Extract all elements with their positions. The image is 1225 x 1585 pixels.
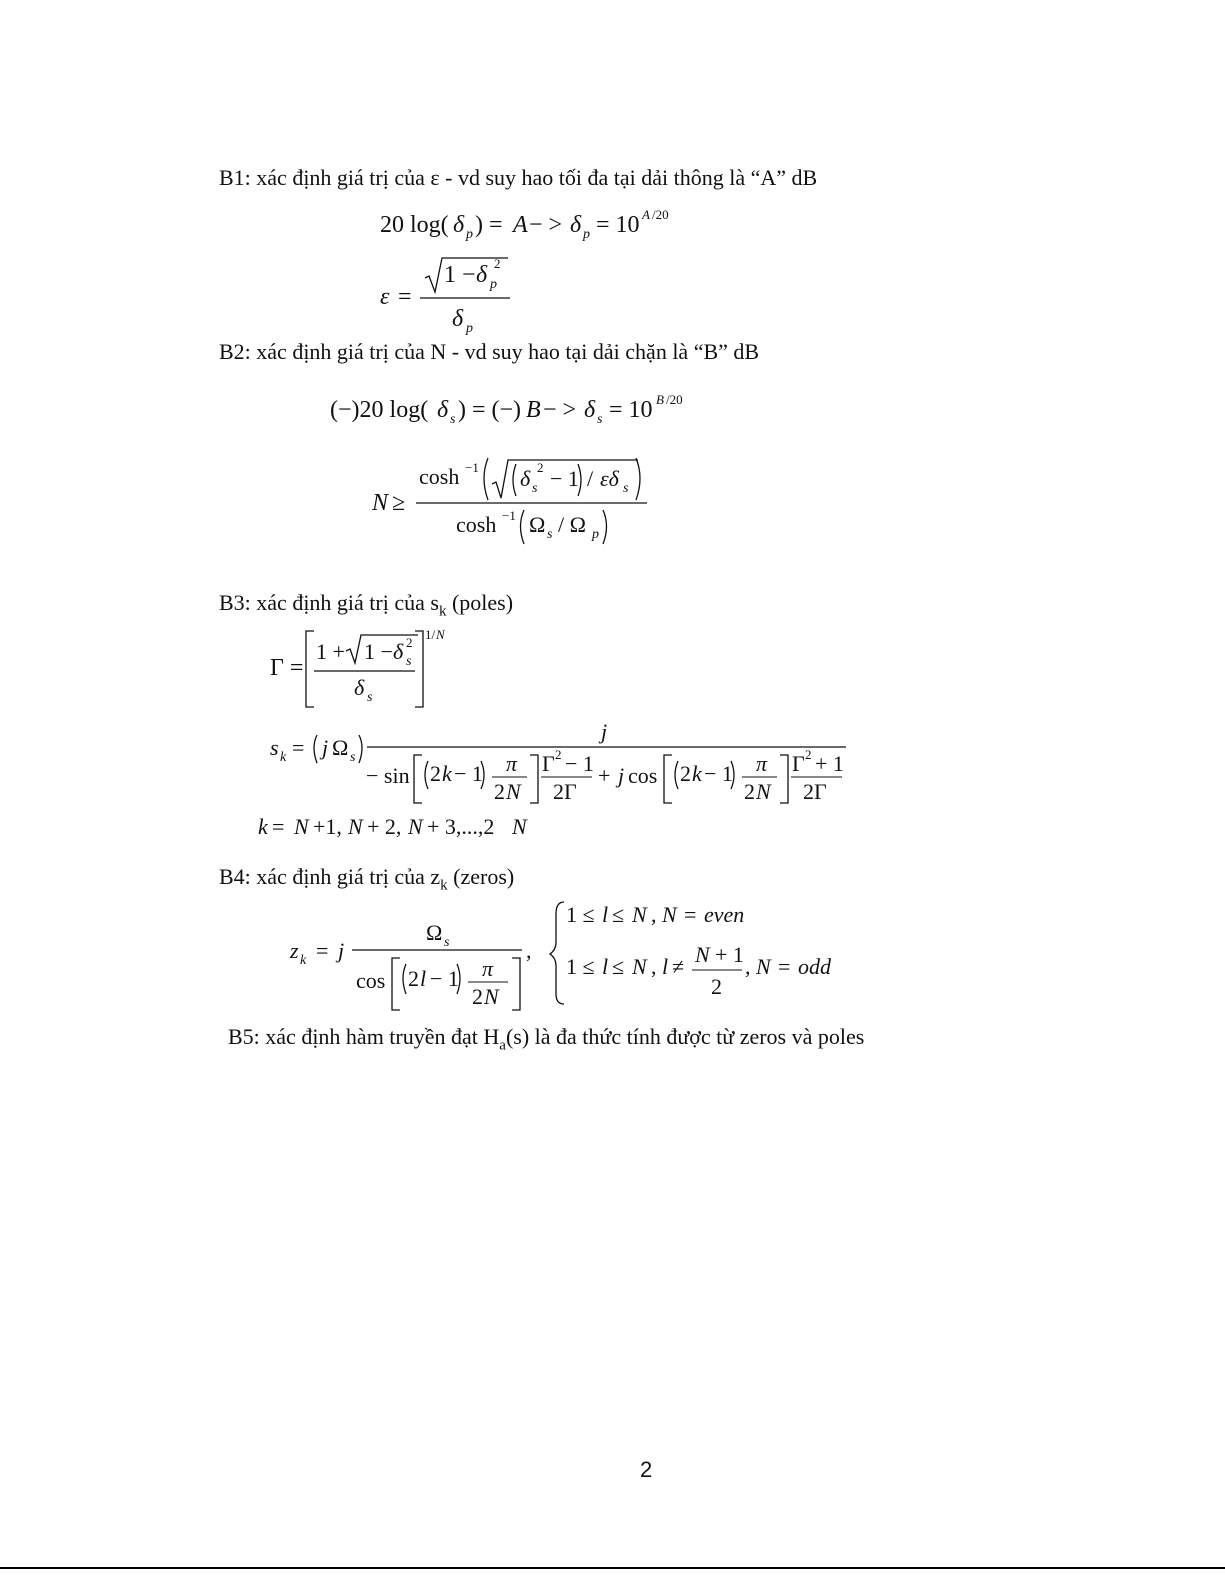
svg-text:2: 2 bbox=[744, 779, 755, 804]
svg-text:k: k bbox=[442, 761, 452, 786]
svg-text:N: N bbox=[512, 814, 527, 839]
svg-text:δ: δ bbox=[437, 397, 449, 423]
svg-text:N: N bbox=[632, 902, 647, 927]
svg-text:2: 2 bbox=[555, 747, 562, 762]
svg-text:cosh: cosh bbox=[419, 464, 460, 489]
equation-epsilon bbox=[380, 250, 520, 345]
svg-text:N: N bbox=[632, 954, 647, 979]
svg-text:1/: 1/ bbox=[425, 627, 436, 642]
svg-text:/: / bbox=[587, 466, 594, 491]
svg-text:=: = bbox=[398, 284, 412, 310]
svg-text:=: = bbox=[292, 735, 305, 760]
svg-text:=: = bbox=[778, 954, 791, 979]
svg-text:2: 2 bbox=[430, 761, 441, 786]
svg-text:=: = bbox=[272, 814, 285, 839]
equation-delta-s bbox=[330, 387, 710, 432]
svg-text:s: s bbox=[597, 412, 603, 427]
svg-text:≤: ≤ bbox=[612, 954, 625, 979]
svg-text:δ: δ bbox=[453, 212, 465, 238]
svg-text:cosh: cosh bbox=[456, 512, 497, 537]
equation-gamma bbox=[270, 625, 460, 720]
svg-text:2: 2 bbox=[406, 635, 413, 650]
svg-text:+ 3,...,2: + 3,...,2 bbox=[427, 814, 495, 839]
svg-text:k: k bbox=[692, 761, 702, 786]
svg-text:s: s bbox=[367, 690, 373, 705]
svg-text:−1: −1 bbox=[465, 460, 479, 475]
svg-text:j: j bbox=[618, 763, 625, 788]
svg-text:,: , bbox=[526, 938, 532, 963]
svg-text:p: p bbox=[592, 527, 599, 542]
svg-text:A: A bbox=[642, 207, 650, 222]
svg-text:N: N bbox=[506, 779, 521, 804]
svg-text:s: s bbox=[547, 527, 553, 542]
svg-text:≠: ≠ bbox=[672, 954, 685, 979]
svg-text:/20: /20 bbox=[666, 392, 683, 407]
step-b3 bbox=[219, 590, 513, 620]
step-b4-suffix: (zeros) bbox=[447, 864, 515, 889]
svg-text:π: π bbox=[482, 956, 494, 981]
svg-text:2Γ: 2Γ bbox=[803, 779, 827, 804]
svg-text:2: 2 bbox=[537, 460, 544, 475]
svg-text:+: + bbox=[598, 763, 611, 788]
svg-text:− 1: − 1 bbox=[550, 466, 579, 491]
svg-text:2: 2 bbox=[494, 256, 501, 271]
svg-text:j: j bbox=[322, 735, 329, 760]
svg-text:s: s bbox=[270, 735, 279, 760]
svg-text:N: N bbox=[294, 814, 309, 839]
equation-epsilon-svg bbox=[380, 250, 520, 340]
step-b3-suffix: (poles) bbox=[446, 590, 514, 615]
svg-text:1 ≤: 1 ≤ bbox=[566, 954, 595, 979]
svg-text:l: l bbox=[662, 954, 669, 979]
svg-text:s: s bbox=[450, 412, 456, 427]
svg-text:N: N bbox=[408, 814, 423, 839]
svg-text:k: k bbox=[258, 814, 268, 839]
svg-text:1 −: 1 − bbox=[364, 639, 393, 664]
svg-text:ε: ε bbox=[380, 284, 390, 310]
svg-text:B: B bbox=[526, 397, 541, 423]
svg-text:,: , bbox=[651, 954, 657, 979]
step-b4-sub: k bbox=[440, 877, 448, 894]
equation-sk-svg bbox=[270, 715, 860, 815]
svg-text:cos: cos bbox=[356, 968, 386, 993]
svg-text:Ω: Ω bbox=[426, 920, 443, 945]
step-b2: B2: xác định giá trị của N - vd suy hao tại dải chặn là “B” dB bbox=[219, 339, 760, 364]
svg-text:2: 2 bbox=[472, 984, 483, 1009]
svg-text:s: s bbox=[406, 654, 412, 669]
step-b3-prefix: B3: xác định giá trị của s bbox=[219, 590, 439, 615]
svg-text:1 +: 1 + bbox=[316, 639, 345, 664]
equation-sk bbox=[270, 715, 860, 820]
svg-text:,: , bbox=[651, 902, 657, 927]
svg-text:− sin: − sin bbox=[366, 763, 410, 788]
svg-text:Γ: Γ bbox=[542, 751, 555, 776]
svg-text:z: z bbox=[290, 938, 299, 963]
svg-text:l: l bbox=[602, 902, 609, 927]
step-b3-sub: k bbox=[438, 603, 447, 620]
svg-text:p: p bbox=[583, 227, 590, 242]
svg-text:) = (−): ) = (−) bbox=[458, 397, 522, 423]
svg-text:− 1: − 1 bbox=[454, 761, 483, 786]
svg-text:≤: ≤ bbox=[612, 902, 625, 927]
step-b5-sub: a bbox=[499, 1037, 506, 1054]
svg-text:= 10: = 10 bbox=[596, 212, 640, 238]
svg-text:N: N bbox=[484, 984, 499, 1009]
svg-text:N: N bbox=[372, 490, 389, 516]
step-b4-prefix: B4: xác định giá trị của z bbox=[219, 864, 441, 889]
svg-text:2: 2 bbox=[408, 966, 419, 991]
svg-text:1 −: 1 − bbox=[444, 262, 476, 288]
svg-text:2Γ: 2Γ bbox=[553, 779, 577, 804]
step-b5-prefix: B5: xác định hàm truyền đạt H bbox=[228, 1024, 500, 1049]
svg-text:l: l bbox=[602, 954, 609, 979]
svg-text:/20: /20 bbox=[652, 207, 669, 222]
svg-text:l: l bbox=[420, 966, 427, 991]
svg-text:k: k bbox=[280, 750, 287, 765]
step-b5 bbox=[228, 1024, 864, 1054]
svg-text:even: even bbox=[704, 902, 745, 927]
svg-text:s: s bbox=[350, 750, 356, 765]
equation-n-order bbox=[372, 450, 662, 555]
svg-text:(−)20 log(: (−)20 log( bbox=[330, 397, 429, 423]
svg-text:Γ: Γ bbox=[792, 751, 805, 776]
svg-text:N: N bbox=[348, 814, 363, 839]
svg-text:N: N bbox=[662, 902, 677, 927]
equation-zk-svg bbox=[290, 898, 850, 1013]
svg-text:π: π bbox=[506, 751, 518, 776]
svg-text:k: k bbox=[300, 953, 307, 968]
svg-text:Ω: Ω bbox=[529, 512, 546, 537]
svg-text:− 1: − 1 bbox=[430, 966, 459, 991]
svg-text:20 log(: 20 log( bbox=[380, 212, 449, 238]
equation-k-range-svg bbox=[258, 810, 558, 844]
equation-delta-p-svg bbox=[380, 202, 700, 242]
svg-text:) =: ) = bbox=[475, 212, 503, 238]
svg-text:+1,: +1, bbox=[313, 814, 342, 839]
svg-text:δ: δ bbox=[452, 306, 464, 332]
svg-text:,: , bbox=[745, 954, 751, 979]
svg-text:j: j bbox=[338, 938, 345, 963]
equation-zk bbox=[290, 898, 850, 1018]
svg-text:/ Ω: / Ω bbox=[558, 512, 586, 537]
svg-text:2: 2 bbox=[805, 747, 812, 762]
svg-text:s: s bbox=[444, 935, 450, 950]
svg-text:2: 2 bbox=[494, 779, 505, 804]
svg-text:p: p bbox=[466, 227, 473, 242]
svg-text:p: p bbox=[466, 321, 473, 336]
svg-text:δ: δ bbox=[520, 466, 531, 491]
svg-text:= 10: = 10 bbox=[609, 397, 653, 423]
svg-text:δ: δ bbox=[584, 397, 596, 423]
equation-gamma-svg bbox=[270, 625, 460, 715]
svg-text:j: j bbox=[601, 719, 608, 744]
svg-text:− 1: − 1 bbox=[565, 751, 594, 776]
svg-text:N: N bbox=[756, 779, 771, 804]
step-b1: B1: xác định giá trị của ε - vd suy hao tối đa tại dải thông là “A” dB bbox=[219, 165, 818, 190]
svg-text:cos: cos bbox=[628, 763, 658, 788]
svg-text:+ 1: + 1 bbox=[815, 751, 844, 776]
svg-text:N: N bbox=[756, 954, 771, 979]
svg-text:s: s bbox=[623, 481, 629, 496]
svg-text:2: 2 bbox=[711, 974, 722, 999]
equation-n-order-svg bbox=[372, 450, 662, 550]
step-b4 bbox=[219, 864, 514, 894]
step-b5-suffix: (s) là đa thức tính được từ zeros và poles bbox=[505, 1024, 865, 1049]
svg-text:δ: δ bbox=[354, 675, 365, 700]
svg-text:π: π bbox=[756, 751, 768, 776]
svg-text:B: B bbox=[656, 392, 664, 407]
equation-delta-s-svg bbox=[330, 387, 710, 427]
svg-text:δ: δ bbox=[476, 262, 488, 288]
svg-text:−1: −1 bbox=[502, 508, 516, 523]
svg-text:A: A bbox=[513, 212, 528, 238]
svg-text:εδ: εδ bbox=[600, 466, 619, 491]
svg-text:Γ =: Γ = bbox=[270, 655, 304, 681]
svg-text:N: N bbox=[436, 627, 445, 642]
equation-delta-p bbox=[380, 202, 700, 247]
svg-text:− >: − > bbox=[529, 212, 563, 238]
svg-text:≥: ≥ bbox=[392, 490, 406, 516]
svg-text:+ 2,: + 2, bbox=[367, 814, 402, 839]
svg-text:N: N bbox=[695, 942, 710, 967]
svg-text:1 ≤: 1 ≤ bbox=[566, 902, 595, 927]
svg-text:p: p bbox=[490, 277, 497, 292]
svg-text:=: = bbox=[316, 938, 329, 963]
svg-text:+ 1: + 1 bbox=[715, 942, 744, 967]
svg-text:=: = bbox=[684, 902, 697, 927]
svg-text:− >: − > bbox=[543, 397, 577, 423]
svg-text:− 1: − 1 bbox=[704, 761, 733, 786]
svg-text:δ: δ bbox=[570, 212, 582, 238]
page-number: 2 bbox=[640, 1457, 653, 1482]
bottom-divider bbox=[0, 1567, 1225, 1569]
svg-text:Ω: Ω bbox=[332, 735, 349, 760]
equation-k-range bbox=[258, 810, 558, 849]
svg-text:s: s bbox=[532, 481, 538, 496]
svg-text:2: 2 bbox=[680, 761, 691, 786]
svg-text:δ: δ bbox=[393, 639, 404, 664]
svg-text:odd: odd bbox=[798, 954, 831, 979]
